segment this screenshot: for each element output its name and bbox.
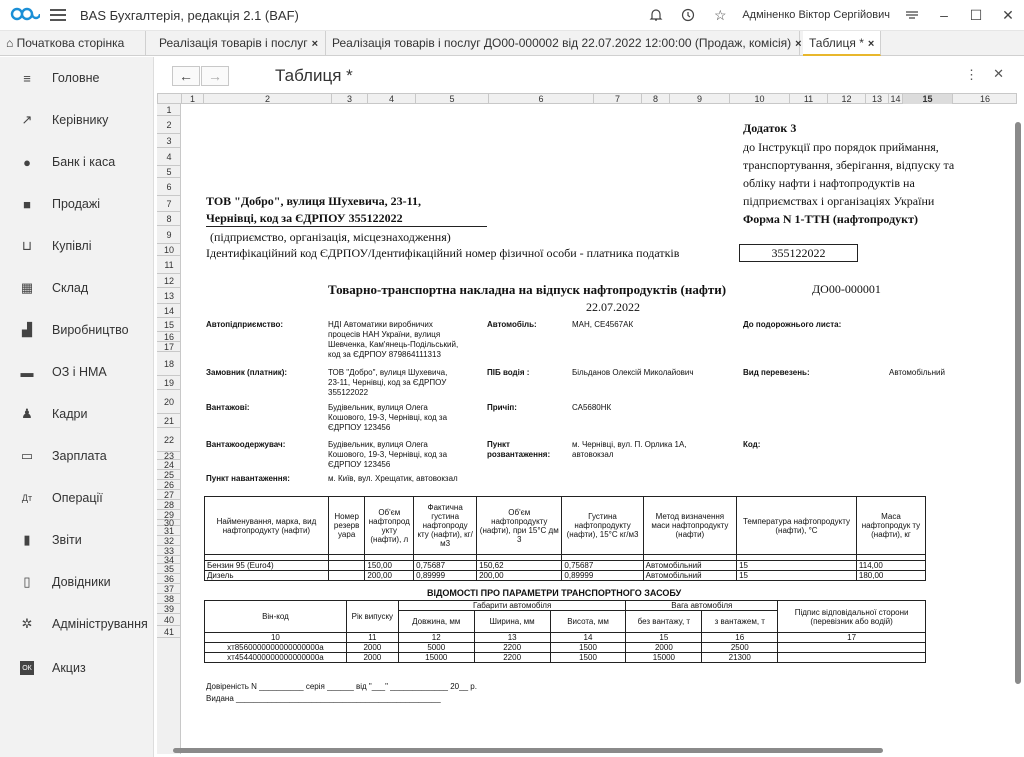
row-header-cell[interactable]: 14 bbox=[157, 304, 181, 318]
customer-line: 23-11, Чернівці, код за ЄДРПОУ bbox=[328, 378, 447, 387]
appendix-line: підприємствах і організаціях України bbox=[743, 194, 935, 208]
row-header-cell[interactable]: 1 bbox=[157, 104, 181, 116]
org-line: Чернівці, код за ЄДРПОУ 355122022 bbox=[206, 211, 487, 227]
goods-header-cell: Маса нафтопродук ту (нафти), кг bbox=[856, 497, 925, 555]
person-icon: ♟ bbox=[21, 406, 33, 421]
consignee-label: Вантажоодержувач: bbox=[206, 440, 286, 449]
shipper-line: Кошового, 19-3, Чернівці, код за bbox=[328, 413, 448, 422]
sidebar-item-sales[interactable] bbox=[0, 189, 154, 219]
settings-lines-icon[interactable] bbox=[901, 4, 923, 26]
home-icon: ⌂ bbox=[6, 36, 14, 50]
goods-header-cell: Фактична густина нафтопроду кту (нафти), кг/м3 bbox=[414, 497, 477, 555]
vehicle-colnum: 13 bbox=[474, 633, 550, 643]
form-toolbar bbox=[155, 57, 1024, 91]
row-header-cell[interactable]: 16 bbox=[157, 332, 181, 342]
appendix-title: Додаток 3 bbox=[743, 121, 797, 135]
main-menu-icon[interactable] bbox=[50, 7, 66, 23]
sidebar-item-production[interactable] bbox=[0, 315, 154, 345]
row-header-cell[interactable]: 2 bbox=[157, 116, 181, 134]
row-header-cell[interactable]: 7 bbox=[157, 196, 181, 212]
row-header-cell[interactable]: 33 bbox=[157, 546, 181, 556]
table-row[interactable] bbox=[205, 653, 926, 663]
column-header bbox=[157, 93, 1017, 104]
forward-button[interactable] bbox=[201, 66, 229, 86]
sidebar-item-label: Керівнику bbox=[52, 113, 109, 127]
row-header-cell[interactable]: 29 bbox=[157, 510, 181, 520]
vehicle-header-cell: без вантажу, т bbox=[626, 611, 702, 633]
sidebar-item-excise[interactable] bbox=[0, 653, 154, 683]
factory-icon: ▟ bbox=[22, 322, 32, 337]
trailer-value: СА5680НК bbox=[572, 403, 612, 412]
column-header-cell[interactable]: 10 bbox=[730, 94, 790, 104]
sidebar-item-label: Довідники bbox=[52, 575, 111, 589]
consignee-line: Будівельник, вулиця Олега bbox=[328, 440, 428, 449]
vehicle-colnum-row bbox=[205, 633, 926, 643]
org-line: ТОВ "Добро", вулиця Шухевича, 23-11, bbox=[206, 194, 421, 208]
unload-value bbox=[572, 440, 687, 460]
appendix-line: до Інструкції про порядок приймання, bbox=[743, 140, 939, 154]
sidebar-item-label: Зарплата bbox=[52, 449, 107, 463]
proxy-line: Довіреність N __________ серія ______ від "___" _____________ 20__ р. bbox=[206, 682, 477, 691]
goods-cell: 0,75687 bbox=[414, 561, 477, 571]
close-tab-icon[interactable]: × bbox=[795, 38, 802, 50]
vehicle-colnum: 12 bbox=[398, 633, 474, 643]
row-header-cell[interactable]: 21 bbox=[157, 414, 181, 428]
car-label: Автомобіль: bbox=[487, 320, 537, 329]
vehicle-section-title: ВІДОМОСТІ ПРО ПАРАМЕТРИ ТРАНСПОРТНОГО ЗАСОБУ bbox=[427, 588, 682, 598]
customer-value bbox=[328, 368, 447, 398]
column-header-cell[interactable]: 8 bbox=[642, 94, 670, 104]
document-title: Товарно-транспортна накладна на відпуск нафтопродуктів (нафти) bbox=[328, 282, 727, 297]
vehicle-cell: 2000 bbox=[346, 643, 398, 653]
trend-icon: ↗ bbox=[21, 112, 33, 127]
row-header-cell[interactable]: 35 bbox=[157, 564, 181, 574]
consignee-line: ЄДРПОУ 123456 bbox=[328, 460, 391, 469]
code-label: Код: bbox=[743, 440, 761, 449]
goods-cell bbox=[328, 571, 365, 581]
goods-cell: 200,00 bbox=[365, 571, 414, 581]
sidebar-item-manager[interactable] bbox=[0, 105, 154, 135]
star-icon[interactable]: ☆ bbox=[714, 6, 727, 23]
row-header-cell[interactable]: 11 bbox=[157, 256, 181, 274]
vehicle-header-cell: Вага автомобіля bbox=[626, 601, 778, 611]
row-header-cell[interactable]: 18 bbox=[157, 352, 181, 376]
vehicle-header-cell: Габарити автомобіля bbox=[398, 601, 626, 611]
arrow-left-icon: ← bbox=[179, 68, 193, 84]
customer-line: ТОВ "Добро", вулиця Шухевича, bbox=[328, 368, 448, 377]
sidebar-item-label: ОЗ і НМА bbox=[52, 365, 107, 379]
row-header-cell[interactable]: 40 bbox=[157, 614, 181, 626]
vehicle-cell: 1500 bbox=[550, 653, 626, 663]
history-icon[interactable] bbox=[677, 4, 699, 26]
vehicle-header-row bbox=[205, 601, 926, 611]
row-header-cell[interactable]: 34 bbox=[157, 556, 181, 564]
sidebar-item-label: Головне bbox=[52, 71, 100, 85]
id-caption: Ідентифікаційний код ЄДРПОУ/Ідентифікаційний номер фізичної особи - платника податків bbox=[206, 246, 680, 260]
row-header-cell[interactable]: 32 bbox=[157, 536, 181, 546]
column-header-cell[interactable]: 1 bbox=[182, 94, 204, 104]
sidebar bbox=[0, 57, 154, 757]
app-logo-icon[interactable] bbox=[8, 5, 40, 26]
row-header-cell[interactable]: 10 bbox=[157, 244, 181, 256]
unload-line: м. Чернівці, вул. П. Орлика 1А, bbox=[572, 440, 687, 449]
goods-cell: Дизель bbox=[205, 571, 329, 581]
corner-cell[interactable] bbox=[158, 94, 182, 104]
appendix-line: транспортування, зберігання, відпуску та bbox=[743, 158, 955, 172]
transport-value: Автомобільний bbox=[889, 368, 945, 377]
goods-header-cell: Температура нафтопродукту (нафти), °С bbox=[737, 497, 857, 555]
row-header-cell[interactable]: 22 bbox=[157, 428, 181, 452]
goods-cell: 0,89999 bbox=[414, 571, 477, 581]
waybill-label: До подорожнього листа: bbox=[743, 320, 842, 329]
vehicle-cell: 1500 bbox=[550, 643, 626, 653]
document-date: 22.07.2022 bbox=[586, 300, 640, 314]
vehicle-colnum: 11 bbox=[346, 633, 398, 643]
bell-icon[interactable] bbox=[645, 4, 667, 26]
customer-line: 355122022 bbox=[328, 388, 369, 397]
spreadsheet-document[interactable] bbox=[182, 104, 1014, 742]
sidebar-item-label: Звіти bbox=[52, 533, 82, 547]
menu-lines-icon: ≡ bbox=[23, 70, 31, 86]
goods-cell: 150,00 bbox=[365, 561, 414, 571]
tab-sales-doc[interactable] bbox=[326, 31, 800, 56]
tab-home[interactable] bbox=[0, 31, 146, 56]
row-header-cell[interactable]: 15 bbox=[157, 318, 181, 332]
maximize-icon[interactable]: ☐ bbox=[969, 6, 983, 23]
sidebar-item-label: Банк і каса bbox=[52, 155, 116, 169]
column-header-cell[interactable]: 9 bbox=[670, 94, 730, 104]
row-header-cell[interactable]: 25 bbox=[157, 470, 181, 480]
row-header-cell[interactable]: 13 bbox=[157, 288, 181, 304]
goods-header-cell: Об'єм нафтопродукту (нафти), при 15°С дм 3 bbox=[477, 497, 562, 555]
goods-cell: 0,89999 bbox=[562, 571, 643, 581]
goods-cell: 15 bbox=[737, 571, 857, 581]
sidebar-item-bank[interactable] bbox=[0, 147, 154, 177]
sidebar-item-label: Виробництво bbox=[52, 323, 129, 337]
horizontal-scrollbar[interactable] bbox=[157, 746, 1013, 754]
row-header-cell[interactable]: 28 bbox=[157, 500, 181, 510]
coin-icon: ● bbox=[23, 154, 31, 170]
back-button[interactable] bbox=[172, 66, 200, 86]
row-header-cell[interactable]: 37 bbox=[157, 584, 181, 594]
row-header-cell[interactable]: 4 bbox=[157, 148, 181, 166]
sidebar-item-purchases[interactable] bbox=[0, 231, 154, 261]
vehicle-cell: 5000 bbox=[398, 643, 474, 653]
sidebar-item-warehouse[interactable] bbox=[0, 273, 154, 303]
vehicle-cell: 15000 bbox=[398, 653, 474, 663]
shipper-value bbox=[328, 403, 447, 433]
vehicle-header-cell: Підпис відповідальної сторони (перевізник або водій) bbox=[778, 601, 926, 633]
column-header-cell-selected[interactable]: 15 bbox=[903, 94, 953, 104]
vehicle-cell bbox=[778, 643, 926, 653]
vehicle-colnum: 17 bbox=[778, 633, 926, 643]
driver-label: ПІБ водія : bbox=[487, 368, 530, 377]
vehicle-header-cell: Рік випуску bbox=[346, 601, 398, 633]
row-header-cell[interactable]: 19 bbox=[157, 376, 181, 390]
row-header-cell[interactable]: 31 bbox=[157, 526, 181, 536]
shipper-label: Вантажові: bbox=[206, 403, 250, 412]
carrier-line: НДІ Автоматики виробничих bbox=[328, 320, 433, 329]
trailer-label: Причіп: bbox=[487, 403, 517, 412]
row-header-cell[interactable]: 5 bbox=[157, 166, 181, 178]
close-icon[interactable]: ✕ bbox=[1002, 6, 1014, 23]
goods-header-cell: Номер резерв уара bbox=[328, 497, 365, 555]
row-header-cell[interactable]: 27 bbox=[157, 490, 181, 500]
scroll-thumb[interactable] bbox=[1015, 122, 1021, 684]
row-header-cell[interactable]: 8 bbox=[157, 212, 181, 226]
row-header-cell[interactable]: 3 bbox=[157, 134, 181, 148]
sidebar-item-label: Акциз bbox=[52, 661, 86, 675]
sidebar-item-label: Кадри bbox=[52, 407, 88, 421]
driver-value: Більданов Олексій Миколайович bbox=[572, 368, 694, 377]
row-header-cell[interactable]: 23 bbox=[157, 452, 181, 460]
tab-label: Початкова сторінка bbox=[16, 36, 125, 50]
row-header-cell[interactable]: 20 bbox=[157, 390, 181, 414]
column-header-cell[interactable]: 6 bbox=[489, 94, 594, 104]
column-header-cell[interactable]: 7 bbox=[594, 94, 642, 104]
wallet-icon: ▭ bbox=[20, 448, 34, 463]
sidebar-item-catalogs[interactable] bbox=[0, 567, 154, 597]
vehicle-cell: хт4544000000000000000а bbox=[205, 653, 347, 663]
transport-label: Вид перевезень: bbox=[743, 368, 810, 377]
app-title: BAS Бухгалтерія, редакція 2.1 (BAF) bbox=[80, 8, 299, 23]
id-code: 355122022 bbox=[739, 244, 858, 262]
vehicle-header-cell: Ширина, мм bbox=[474, 611, 550, 633]
goods-cell: Автомобільний bbox=[643, 571, 736, 581]
tab-table[interactable] bbox=[803, 31, 881, 56]
row-header bbox=[157, 104, 181, 754]
sidebar-item-label: Склад bbox=[52, 281, 89, 295]
row-header-cell[interactable]: 17 bbox=[157, 342, 181, 352]
shipper-line: ЄДРПОУ 123456 bbox=[328, 423, 391, 432]
carrier-line: Шевченка, Кам'янець-Подільський, bbox=[328, 340, 459, 349]
user-name[interactable]: Адміненко Віктор Сергійович bbox=[742, 9, 890, 21]
tab-bar bbox=[0, 31, 1024, 56]
shipper-line: Будівельник, вулиця Олега bbox=[328, 403, 428, 412]
vehicle-cell: 2000 bbox=[626, 643, 702, 653]
tab-label: Реалізація товарів і послуг ДО00-000002 від 22.07.2022 12:00:00 (Продаж, комісія) bbox=[332, 36, 792, 50]
vehicle-cell: 2200 bbox=[474, 643, 550, 653]
row-header-cell[interactable]: 30 bbox=[157, 520, 181, 526]
sidebar-item-label: Купівлі bbox=[52, 239, 92, 253]
vehicle-colnum: 15 bbox=[626, 633, 702, 643]
vehicle-cell: 2500 bbox=[702, 643, 778, 653]
vehicle-header-cell: Він-код bbox=[205, 601, 347, 633]
form-area bbox=[155, 57, 1024, 757]
excise-icon: ОК bbox=[20, 661, 34, 675]
vehicle-header-cell: з вантажем, т bbox=[702, 611, 778, 633]
document-number: ДО00-000001 bbox=[812, 282, 881, 296]
unload-label bbox=[487, 440, 550, 460]
row-header-cell[interactable]: 39 bbox=[157, 604, 181, 614]
column-header-cell[interactable]: 14 bbox=[889, 94, 903, 104]
tab-sales[interactable] bbox=[153, 31, 326, 56]
sidebar-item-hr[interactable] bbox=[0, 399, 154, 429]
column-header-cell[interactable]: 5 bbox=[416, 94, 489, 104]
goods-cell: Бензин 95 (Euro4) bbox=[205, 561, 329, 571]
goods-header-cell: Густина нафтопродукту (нафти), 15°С кг/м3 bbox=[562, 497, 643, 555]
carrier-line: процесів НАН України, вулиця bbox=[328, 330, 441, 339]
issued-line: Видана ______________________________________________ bbox=[206, 694, 441, 703]
sidebar-item-main[interactable] bbox=[0, 63, 154, 93]
goods-cell: 150,62 bbox=[477, 561, 562, 571]
vehicle-table bbox=[204, 600, 926, 663]
customer-label: Замовник (платник): bbox=[206, 368, 288, 377]
column-header-cell[interactable]: 11 bbox=[790, 94, 828, 104]
row-header-cell[interactable]: 24 bbox=[157, 460, 181, 470]
carrier-label: Автопідприємство: bbox=[206, 320, 284, 329]
column-header-cell[interactable]: 12 bbox=[828, 94, 866, 104]
row-header-cell[interactable]: 36 bbox=[157, 574, 181, 584]
unload-label-line: розвантаження: bbox=[487, 450, 551, 459]
dt-kt-icon: Дт bbox=[21, 493, 33, 503]
close-tab-icon[interactable]: × bbox=[867, 38, 875, 50]
row-header-cell[interactable]: 26 bbox=[157, 480, 181, 490]
column-header-cell[interactable]: 13 bbox=[866, 94, 889, 104]
table-row[interactable] bbox=[205, 571, 926, 581]
consignee-value bbox=[328, 440, 447, 470]
row-header-cell[interactable]: 38 bbox=[157, 594, 181, 604]
vehicle-cell: хт8560000000000000000а bbox=[205, 643, 347, 653]
bars-icon: ▮ bbox=[23, 532, 31, 547]
column-header-cell[interactable]: 3 bbox=[332, 94, 368, 104]
load-value: м. Київ, вул. Хрещатик, автовокзал bbox=[328, 474, 458, 483]
column-header-cell[interactable]: 16 bbox=[979, 94, 990, 104]
row-header-cell[interactable]: 6 bbox=[157, 178, 181, 196]
goods-header-cell: Найменування, марка, вид нафтопродукту (нафти) bbox=[205, 497, 329, 555]
column-header-cell[interactable]: 2 bbox=[204, 94, 332, 104]
tab-label: Реалізація товарів і послуг bbox=[159, 36, 308, 50]
more-menu-icon[interactable]: ⋮ bbox=[965, 67, 978, 82]
vehicle-cell: 21300 bbox=[702, 653, 778, 663]
form-title: Таблиця * bbox=[275, 66, 353, 85]
books-icon: ▯ bbox=[23, 574, 31, 589]
row-header-cell[interactable]: 12 bbox=[157, 274, 181, 288]
vehicle-colnum: 14 bbox=[550, 633, 626, 643]
vehicle-cell bbox=[778, 653, 926, 663]
sidebar-item-label: Операції bbox=[52, 491, 103, 505]
goods-cell: Автомобільний bbox=[643, 561, 736, 571]
vehicle-header-cell: Довжина, мм bbox=[398, 611, 474, 633]
sidebar-item-label: Адміністрування bbox=[52, 617, 148, 631]
row-header-cell[interactable]: 9 bbox=[157, 226, 181, 244]
sidebar-item-operations[interactable] bbox=[0, 483, 154, 513]
goods-header-row bbox=[205, 497, 926, 555]
column-header-cell[interactable]: 4 bbox=[368, 94, 416, 104]
vehicle-cell: 15000 bbox=[626, 653, 702, 663]
cart-icon: ⊔ bbox=[21, 238, 33, 253]
grid-icon: ▦ bbox=[20, 280, 34, 295]
load-label: Пункт навантаження: bbox=[206, 474, 290, 483]
vehicle-cell: 2200 bbox=[474, 653, 550, 663]
title-bar bbox=[0, 0, 1024, 31]
bag-icon: ■ bbox=[23, 196, 31, 212]
org-caption: (підприємство, організація, місцезнаходження) bbox=[210, 230, 451, 244]
goods-header-cell: Метод визначення маси нафтопродукту (нафти) bbox=[643, 497, 736, 555]
truck-icon: ▬ bbox=[20, 364, 34, 380]
vehicle-cell: 2000 bbox=[346, 653, 398, 663]
tab-label: Таблиця * bbox=[809, 36, 864, 50]
appendix-line: обліку нафти і нафтопродуктів на bbox=[743, 176, 915, 190]
minimize-icon[interactable]: – bbox=[940, 7, 948, 23]
goods-cell: 180,00 bbox=[856, 571, 925, 581]
table-row[interactable] bbox=[205, 643, 926, 653]
vehicle-colnum: 16 bbox=[702, 633, 778, 643]
close-form-icon[interactable]: ✕ bbox=[993, 66, 1004, 81]
arrow-right-icon: → bbox=[208, 68, 222, 84]
sidebar-item-label: Продажі bbox=[52, 197, 100, 211]
goods-cell: 15 bbox=[737, 561, 857, 571]
carrier-line: код за ЄДРПОУ 879864111313 bbox=[328, 350, 441, 359]
goods-cell bbox=[328, 561, 365, 571]
row-header-cell[interactable]: 41 bbox=[157, 626, 181, 638]
scroll-thumb[interactable] bbox=[173, 748, 883, 753]
sidebar-item-admin[interactable] bbox=[0, 609, 154, 639]
form-name: Форма N 1-ТТН (нафтопродукт) bbox=[743, 212, 918, 226]
vertical-scrollbar[interactable] bbox=[1014, 104, 1022, 752]
car-value: МАН, СЕ4567АК bbox=[572, 320, 634, 329]
goods-cell: 0,75687 bbox=[562, 561, 643, 571]
goods-header-cell: Об'єм нафтопрод укту (нафти), л bbox=[365, 497, 414, 555]
gear-icon: ✲ bbox=[21, 616, 33, 631]
sidebar-item-reports[interactable] bbox=[0, 525, 154, 555]
unload-line: автовокзал bbox=[572, 450, 614, 459]
goods-cell: 114,00 bbox=[856, 561, 925, 571]
vehicle-header-cell: Висота, мм bbox=[550, 611, 626, 633]
goods-table bbox=[204, 496, 926, 581]
consignee-line: Кошового, 19-3, Чернівці, код за bbox=[328, 450, 448, 459]
unload-label-line: Пункт bbox=[487, 440, 510, 449]
vehicle-colnum: 10 bbox=[205, 633, 347, 643]
goods-cell: 200,00 bbox=[477, 571, 562, 581]
carrier-value bbox=[328, 320, 458, 360]
table-row[interactable] bbox=[205, 561, 926, 571]
sidebar-item-assets[interactable] bbox=[0, 357, 154, 387]
close-tab-icon[interactable]: × bbox=[311, 38, 319, 50]
sidebar-item-salary[interactable] bbox=[0, 441, 154, 471]
